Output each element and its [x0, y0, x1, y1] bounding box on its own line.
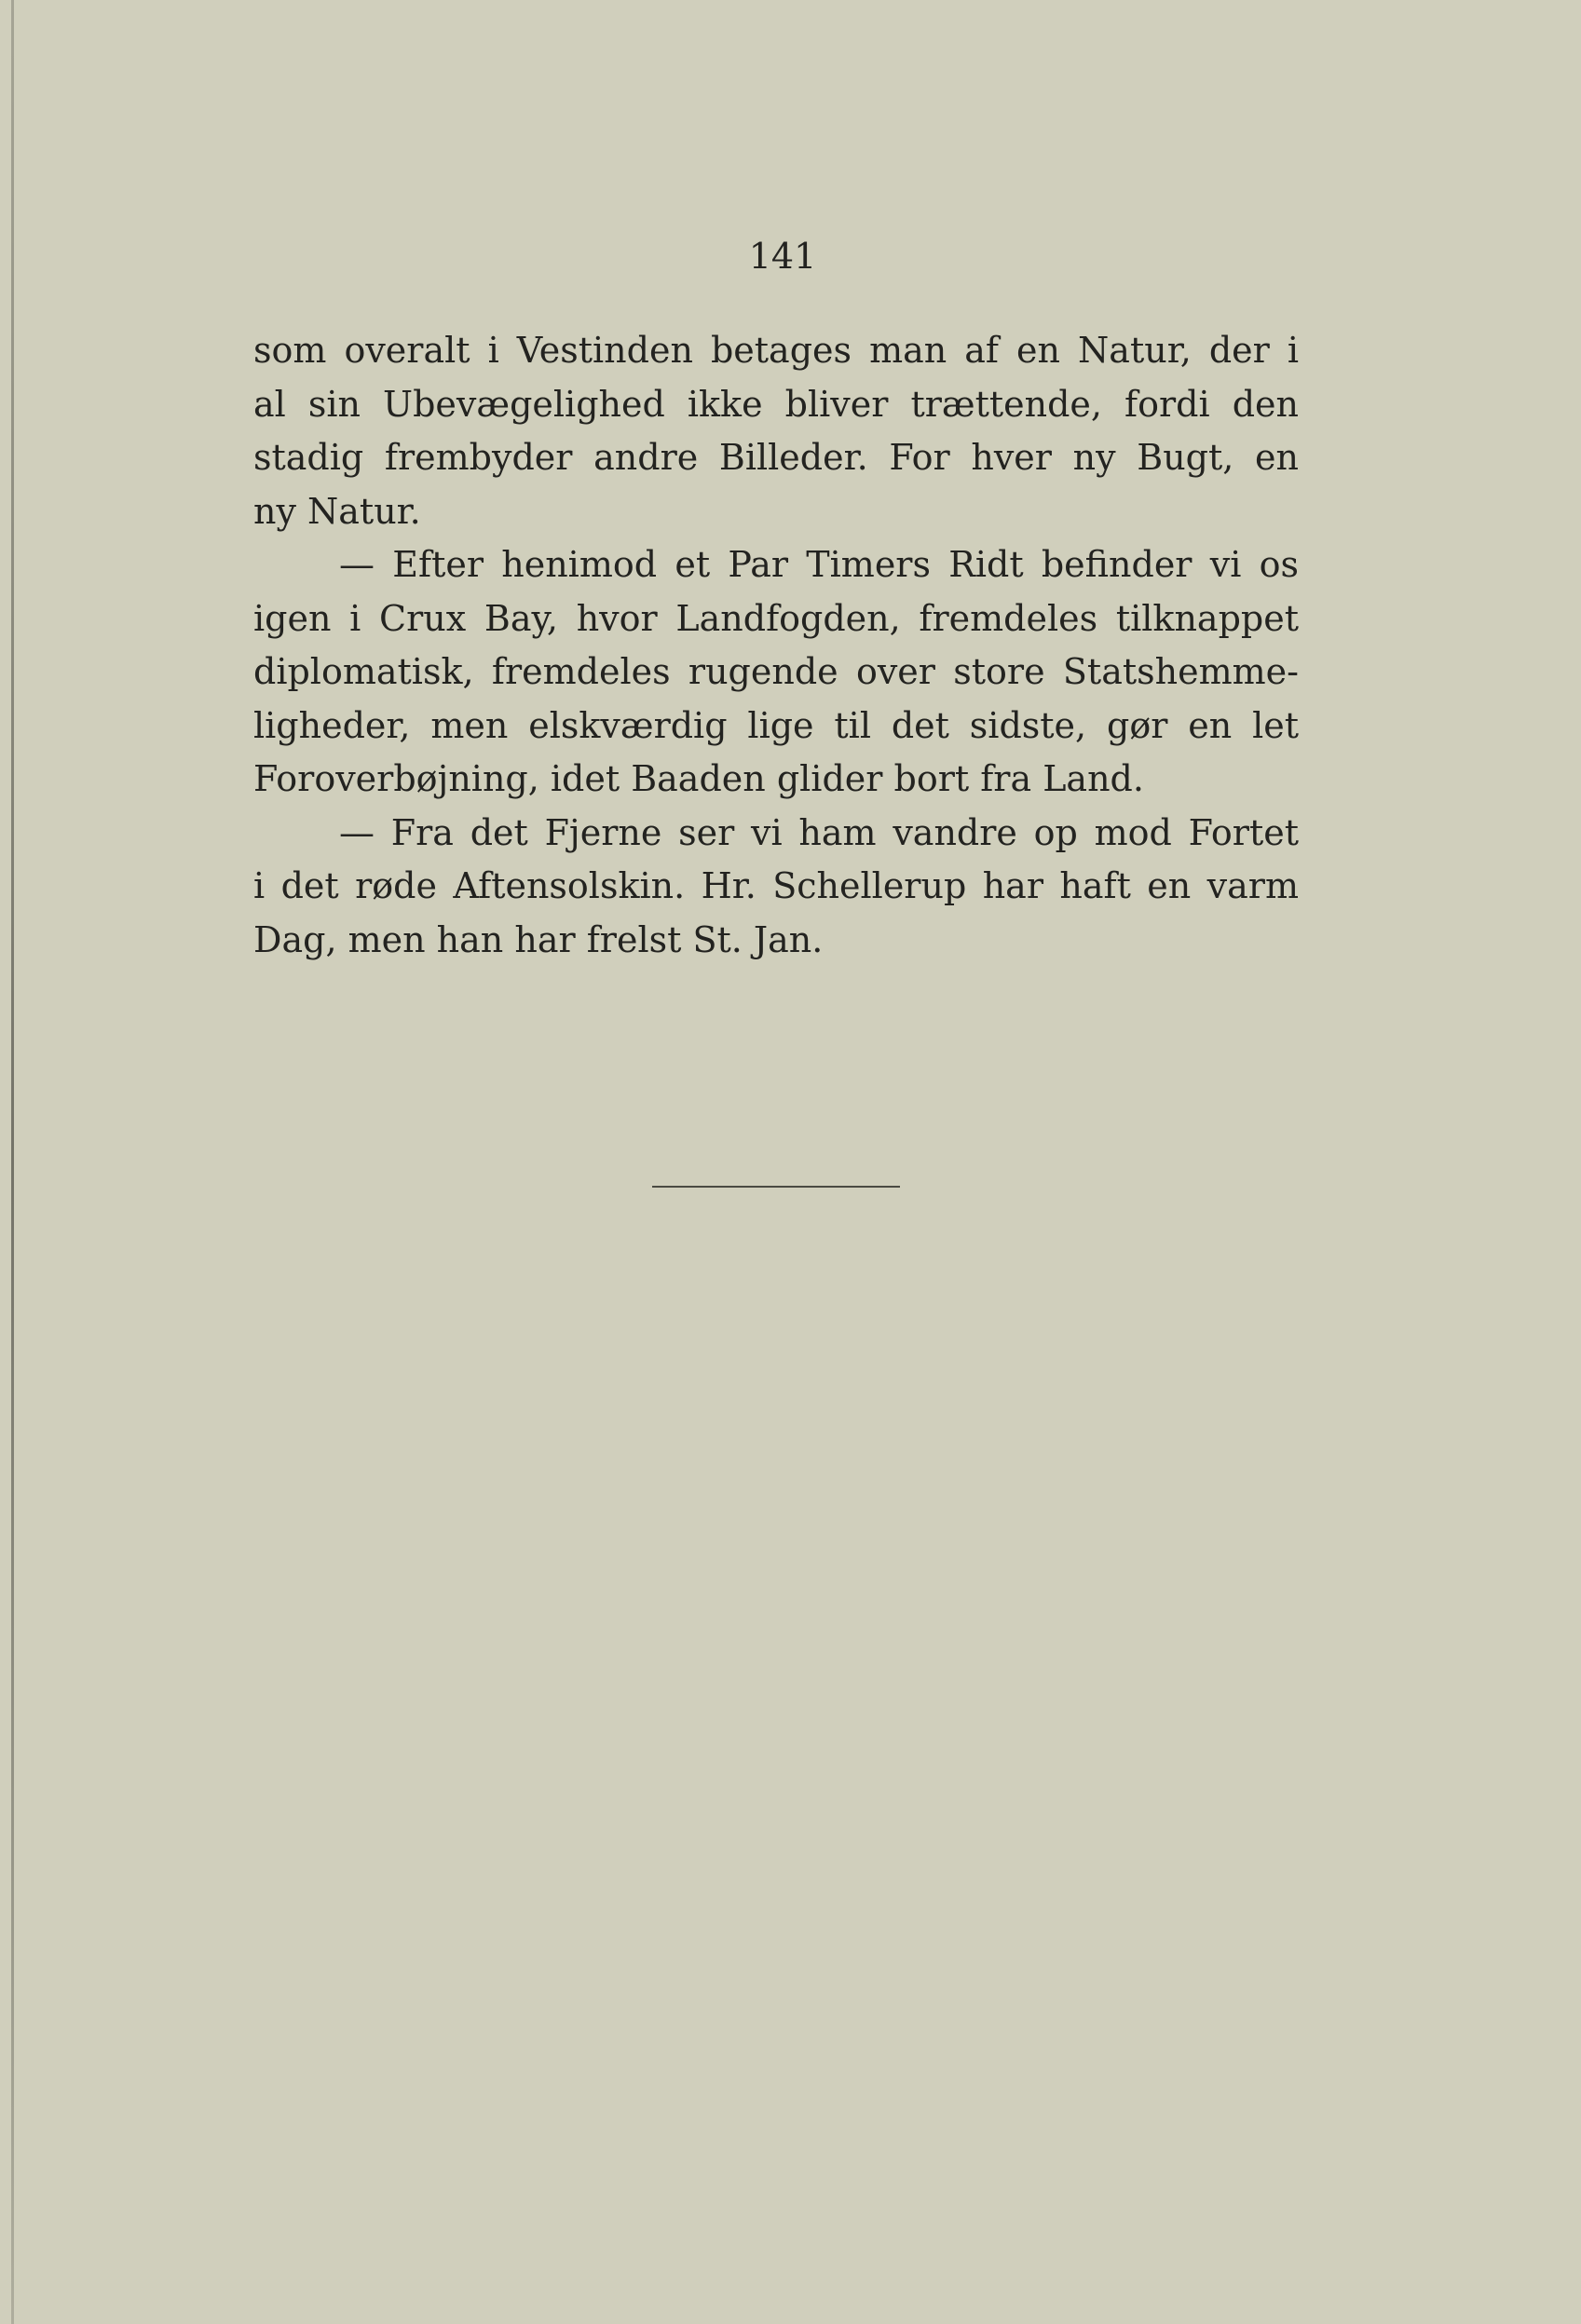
text-line: ligheder, men elskværdig lige til det sidste, gør en let [253, 704, 1299, 746]
text-line: Dag, men han har frelst St. Jan. [253, 918, 824, 960]
text-line: — Fra det Fjerne ser vi ham vandre op mod Fortet [339, 811, 1299, 853]
text-line: ny Natur. [253, 490, 421, 532]
text-line: Foroverbøjning, idet Baaden glider bort fra Land. [253, 758, 1144, 799]
section-end-rule [652, 1186, 900, 1188]
text-line: stadig frembyder andre Billeder. For hver ny Bugt, en [253, 437, 1299, 478]
text-line: diplomatisk, fremdeles rugende over store Statshemme- [253, 651, 1299, 692]
text-line: — Efter henimod et Par Timers Ridt befinder vi os [339, 544, 1299, 585]
text-line: igen i Crux Bay, hvor Landfogden, fremdeles tilknappet [253, 597, 1299, 639]
text-line: al sin Ubevægelighed ikke bliver trættende, fordi den [253, 383, 1299, 425]
text-line: som overalt i Vestinden betages man af en Natur, der i [253, 330, 1299, 371]
binding-edge [11, 0, 14, 2324]
page-number: 141 [748, 236, 817, 277]
body-text [253, 324, 1299, 967]
text-line: i det røde Aftensolskin. Hr. Schellerup har haft en varm [253, 865, 1299, 906]
